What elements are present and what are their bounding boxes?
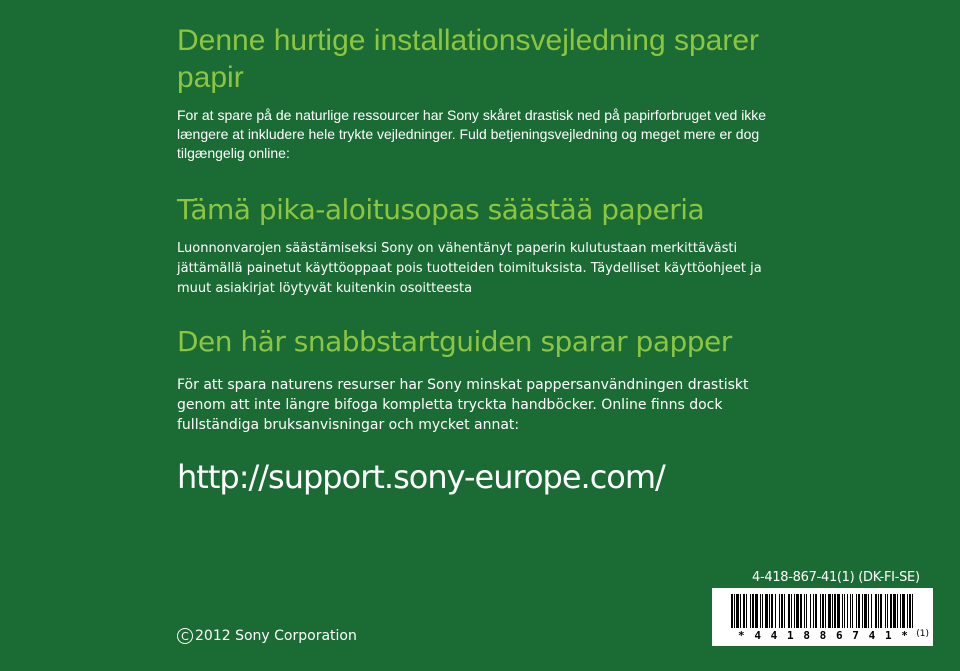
barcode-bar xyxy=(755,594,758,628)
barcode-bar xyxy=(909,594,911,628)
barcode-bar xyxy=(810,594,811,628)
swedish-text: För att spara naturens resurser har Sony minskat pappersanvändningen drastiskt genom att inte längre bifoga kompletta tryckta handböcker. Online finns dock fullständiga bruksanvisningar och mycket annat: xyxy=(177,377,749,433)
barcode-bar xyxy=(828,594,831,628)
finnish-section xyxy=(177,193,817,299)
barcode-bar xyxy=(893,594,896,628)
barcode-bar xyxy=(765,594,768,628)
product-code: 4-418-867-41(1) (DK-FI-SE) xyxy=(752,570,920,585)
barcode-digit: * xyxy=(738,629,745,642)
barcode-bar xyxy=(760,594,761,628)
barcode-bar xyxy=(815,594,817,628)
barcode-digit: 1 xyxy=(884,629,892,642)
barcode-bar xyxy=(847,594,848,628)
swedish-heading: Den här snabbstartguiden sparar papper xyxy=(177,325,732,358)
barcode-bar xyxy=(862,594,863,628)
barcode-digit: 4 xyxy=(754,629,761,642)
barcode-bar xyxy=(769,594,770,628)
barcode-bars xyxy=(731,594,915,628)
barcode-bar xyxy=(752,594,754,628)
barcode-bar xyxy=(897,594,898,628)
barcode-bar xyxy=(825,594,826,628)
barcode-bar xyxy=(844,594,845,628)
barcode-digit: 4 xyxy=(770,629,778,642)
barcode-bar xyxy=(885,594,886,628)
barcode-bar xyxy=(784,594,785,628)
barcode-digit: 6 xyxy=(835,629,843,642)
barcode-digit: 1 xyxy=(786,629,794,642)
barcode-bar xyxy=(887,594,888,628)
barcode-bar xyxy=(878,594,879,628)
copyright-text: 2012 Sony Corporation xyxy=(195,628,357,644)
barcode-bar xyxy=(775,594,776,628)
barcode-bar xyxy=(890,594,892,628)
barcode-bar xyxy=(779,594,780,628)
barcode-bar xyxy=(912,594,913,628)
danish-heading: Denne hurtige installationsvejledning sparer papir xyxy=(177,24,760,94)
barcode-digit: * xyxy=(901,629,908,642)
barcode-bar xyxy=(762,594,763,628)
swedish-section xyxy=(177,325,817,435)
barcode-bar xyxy=(788,594,790,628)
barcode-digits xyxy=(738,629,908,642)
barcode-bar xyxy=(864,594,867,628)
barcode-digit: 7 xyxy=(852,629,859,642)
barcode xyxy=(712,588,933,646)
copyright xyxy=(177,628,357,644)
barcode-bar xyxy=(852,594,853,628)
barcode-bar xyxy=(794,594,795,628)
barcode-bar xyxy=(736,594,739,628)
copyright-icon: C xyxy=(177,628,193,644)
support-url[interactable]: http://support.sony-europe.com/ xyxy=(177,458,665,496)
barcode-bar xyxy=(850,594,851,628)
barcode-digit: 8 xyxy=(803,629,810,642)
barcode-bar xyxy=(781,594,783,628)
barcode-bar xyxy=(871,594,872,628)
barcode-bar xyxy=(834,594,836,628)
barcode-bar xyxy=(822,594,824,628)
barcode-bar xyxy=(746,594,747,628)
finnish-text: Luonnonvarojen säästämiseksi Sony on vähentänyt paperin kulutustaan merkittävästi jättämällä painetut käyttöoppaat pois tuotteiden toimituksista. Täydelliset käyttöohjeet ja muut asiakirjat löytyvät kuitenkin osoitteesta xyxy=(177,241,762,296)
barcode-bar xyxy=(804,594,805,628)
barcode-bar xyxy=(856,594,857,628)
barcode-bar xyxy=(832,594,833,628)
barcode-bar xyxy=(900,594,901,628)
barcode-bar xyxy=(813,594,814,628)
danish-text: For at spare på de naturlige ressourcer har Sony skåret drastisk ned på papirforbruget ved ikke længere at inkludere hele trykte vejledninger. Fuld betjeningsvejledning og meget mere er dog tilgængelig online: xyxy=(177,107,767,161)
barcode-bar xyxy=(731,594,733,628)
barcode-bar xyxy=(806,594,807,628)
barcode-bar xyxy=(740,594,741,628)
barcode-bar xyxy=(842,594,843,628)
barcode-bar xyxy=(875,594,877,628)
barcode-bar xyxy=(902,594,905,628)
barcode-bar xyxy=(743,594,745,628)
barcode-bar xyxy=(800,594,802,628)
danish-section xyxy=(177,22,817,163)
barcode-bar xyxy=(837,594,840,628)
barcode-bar xyxy=(858,594,860,628)
barcode-bar xyxy=(771,594,773,628)
barcode-digit: 4 xyxy=(868,629,876,642)
barcode-bar xyxy=(880,594,882,628)
barcode-suffix: (1) xyxy=(916,629,929,639)
barcode-bar xyxy=(791,594,792,628)
barcode-bar xyxy=(868,594,869,628)
barcode-bar xyxy=(796,594,799,628)
barcode-digit: 8 xyxy=(819,629,827,642)
finnish-heading: Tämä pika-aloitusopas säästää paperia xyxy=(177,193,705,226)
barcode-bar xyxy=(734,594,735,628)
barcode-bar xyxy=(750,594,751,628)
barcode-bar xyxy=(907,594,908,628)
barcode-bar xyxy=(820,594,821,628)
